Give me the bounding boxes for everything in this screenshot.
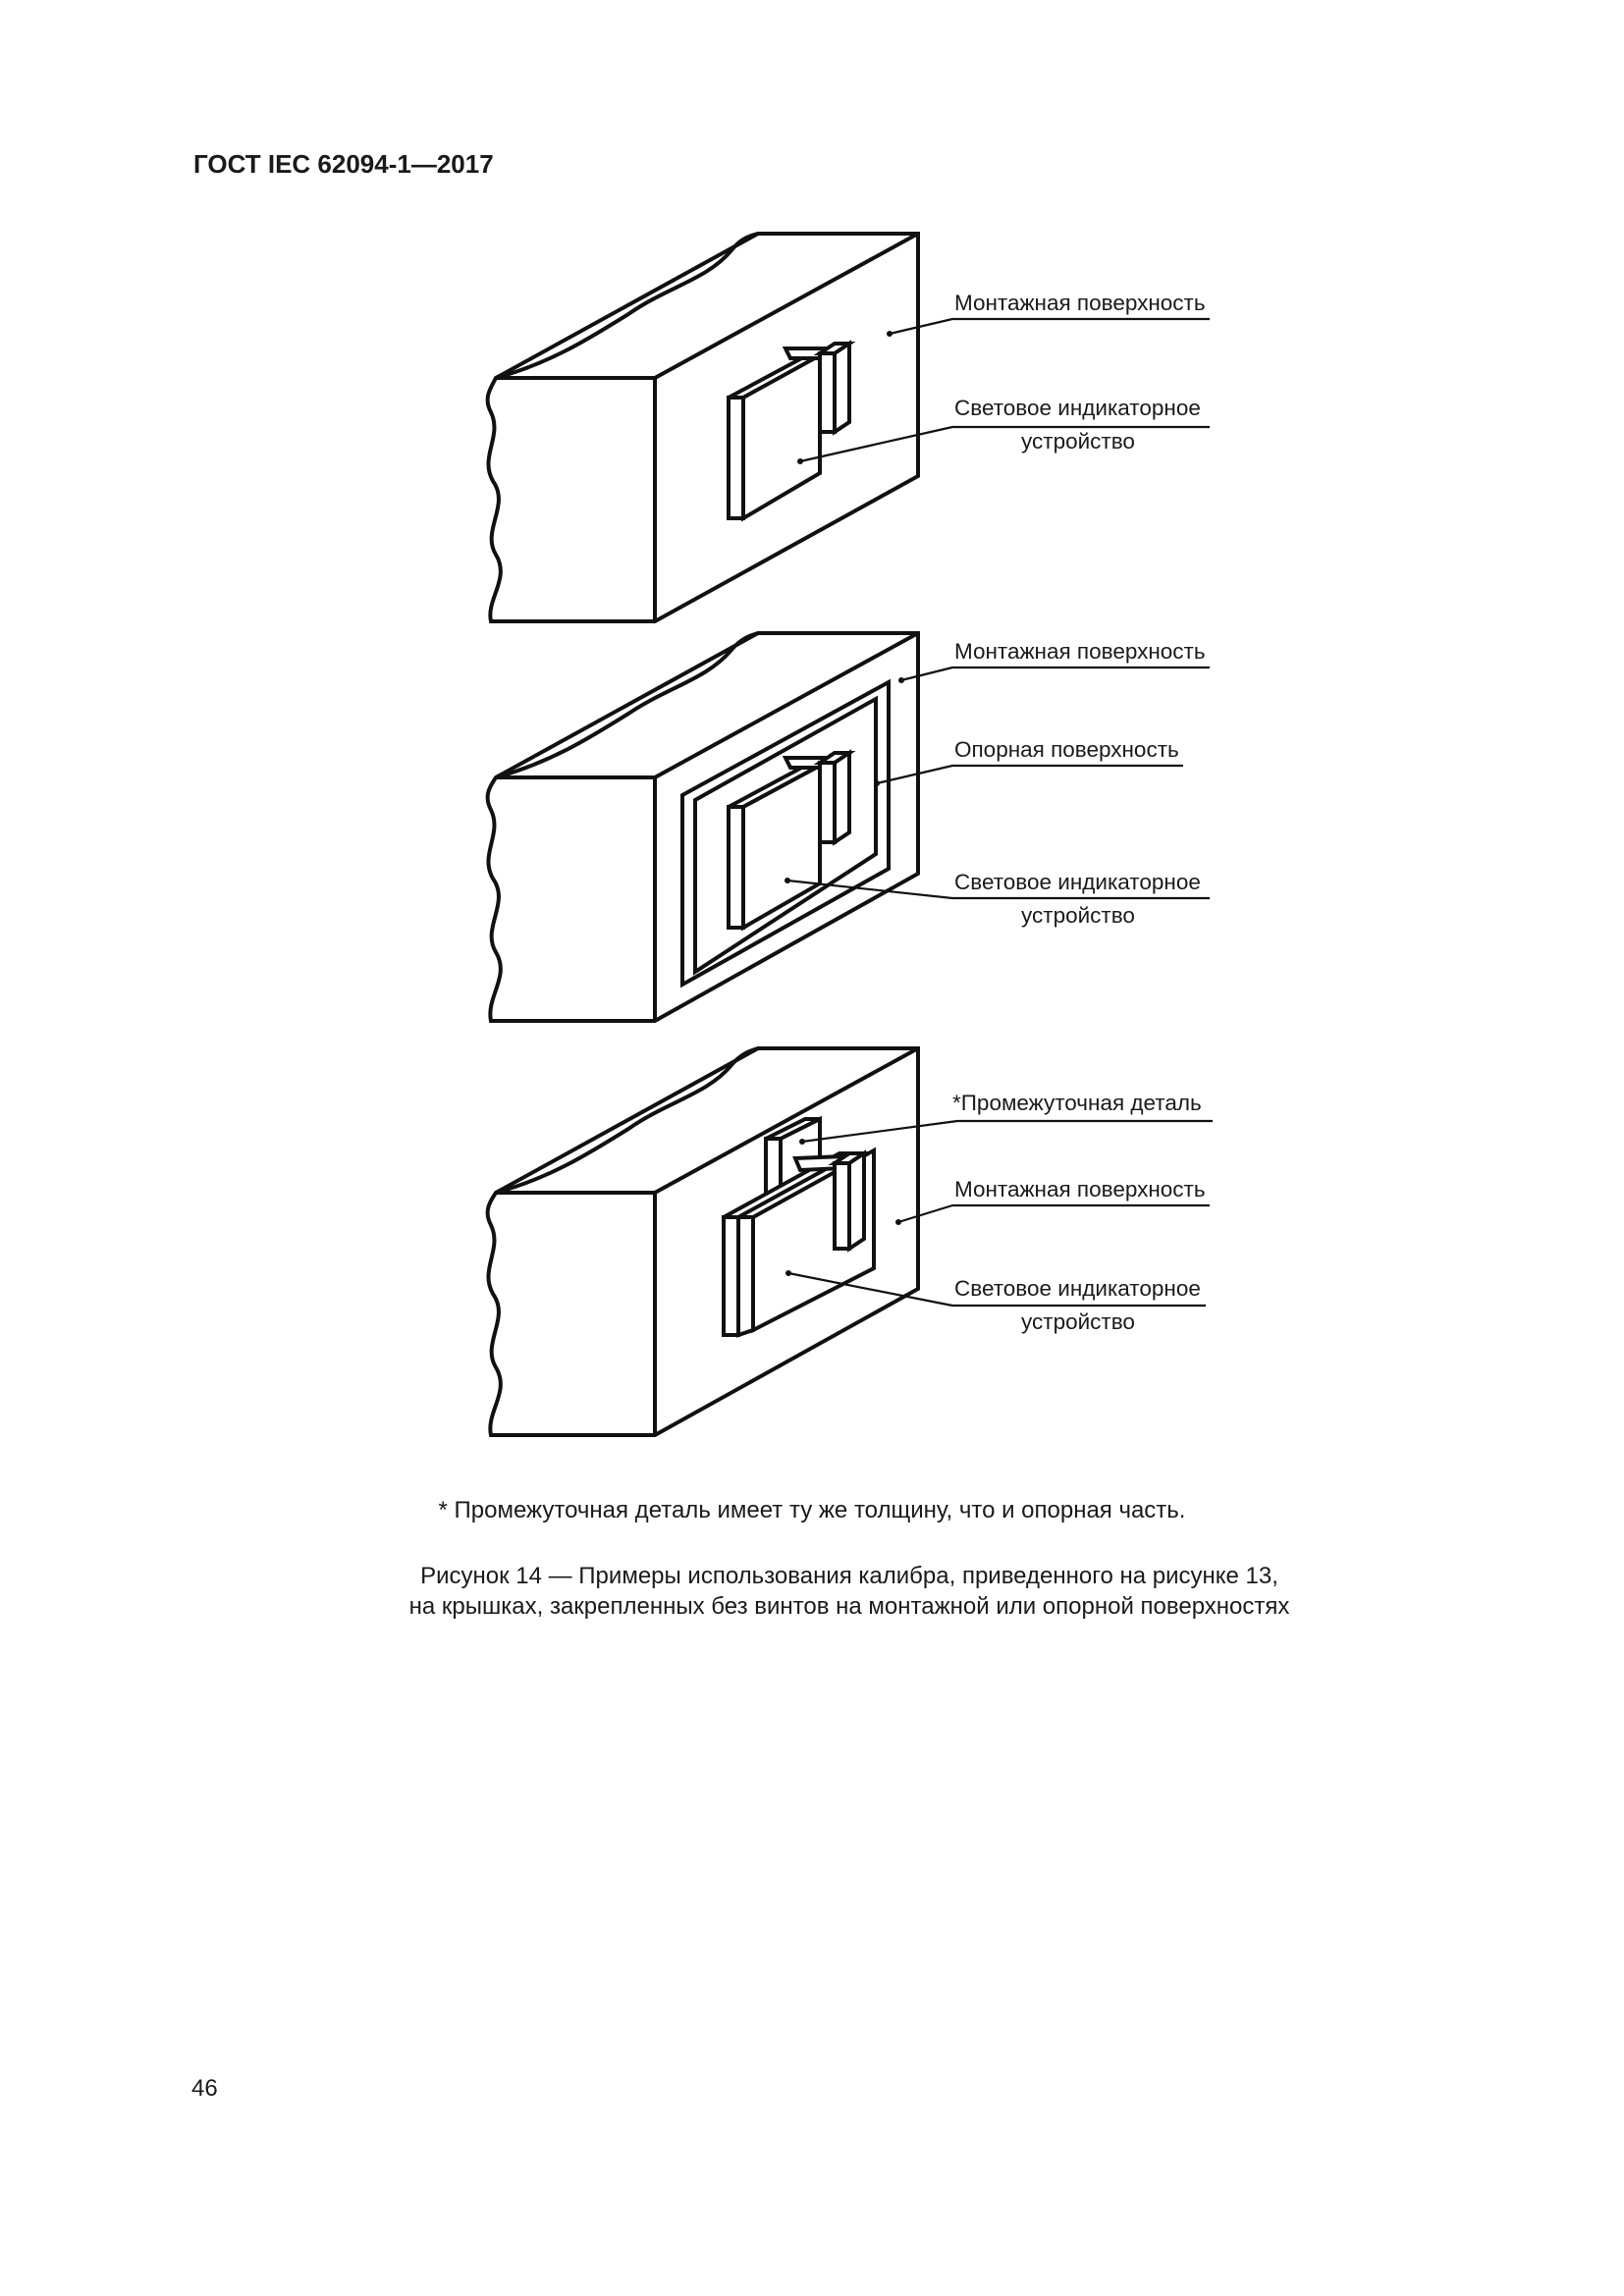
figure-caption-line2: на крышках, закрепленных без винтов на монтажной или опорной поверхностях xyxy=(408,1593,1290,1620)
label-indicator-1-line2: устройство xyxy=(1021,429,1135,454)
label-mounting-surface-1: Монтажная поверхность xyxy=(954,291,1206,315)
label-support-surface: Опорная поверхность xyxy=(954,737,1179,762)
figure-footnote: * Промежуточная деталь имеет ту же толщину, что и опорная часть. xyxy=(438,1497,1186,1523)
page-number: 46 xyxy=(191,2075,218,2102)
label-mounting-surface-3: Монтажная поверхность xyxy=(954,1177,1206,1201)
label-mounting-surface-2: Монтажная поверхность xyxy=(954,639,1206,664)
label-indicator-3-line2: устройство xyxy=(1021,1309,1135,1334)
label-indicator-3-line1: Световое индикаторное xyxy=(954,1276,1201,1301)
label-indicator-1-line1: Световое индикаторное xyxy=(954,396,1201,420)
document-header: ГОСТ IEC 62094-1—2017 xyxy=(193,149,494,179)
example-2-block xyxy=(488,633,1210,1021)
figure-caption-line1: Рисунок 14 — Примеры использования калибра, приведенного на рисунке 13, xyxy=(420,1563,1278,1589)
label-indicator-2-line2: устройство xyxy=(1021,903,1135,928)
label-indicator-2-line1: Световое индикаторное xyxy=(954,870,1201,894)
label-intermediate-part: *Промежуточная деталь xyxy=(952,1091,1202,1115)
